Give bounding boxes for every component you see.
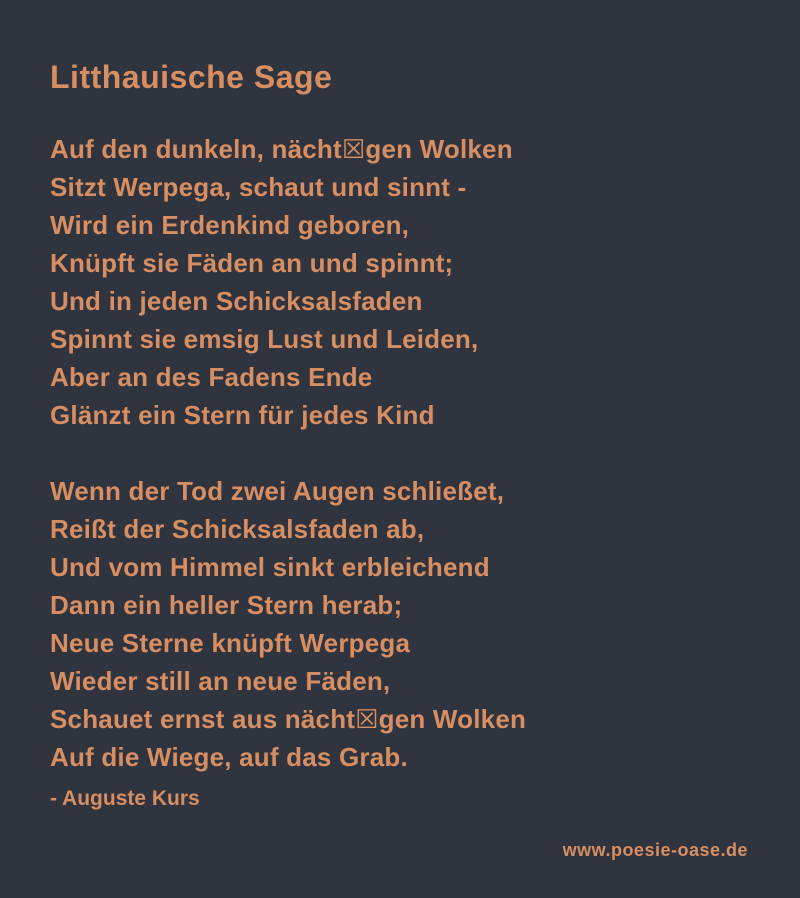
poem-line: Auf die Wiege, auf das Grab. (50, 742, 408, 772)
stanza-1 (50, 130, 748, 434)
stanza-2 (50, 472, 748, 776)
poem-line: Wenn der Tod zwei Augen schließet, (50, 476, 505, 506)
poem-line: Und vom Himmel sinkt erbleichend (50, 552, 490, 582)
poem-line: Wird ein Erdenkind geboren, (50, 210, 410, 240)
poem-line: Reißt der Schicksalsfaden ab, (50, 514, 425, 544)
poem-line: Auf den dunkeln, nächt☒gen Wolken (50, 134, 513, 164)
poem-line: Spinnt sie emsig Lust und Leiden, (50, 324, 479, 354)
poem-line: Neue Sterne knüpft Werpega (50, 628, 411, 658)
poem-line: Knüpft sie Fäden an und spinnt; (50, 248, 454, 278)
poem-line: Schauet ernst aus nächt☒gen Wolken (50, 704, 527, 734)
poem-line: Und in jeden Schicksalsfaden (50, 286, 423, 316)
poem-title: Litthauische Sage (50, 59, 333, 95)
poem-author: - Auguste Kurs (50, 787, 200, 810)
website-watermark: www.poesie-oase.de (562, 840, 748, 860)
poem-line: Glänzt ein Stern für jedes Kind (50, 400, 435, 430)
poem-line: Sitzt Werpega, schaut und sinnt - (50, 172, 467, 202)
poem-line: Aber an des Fadens Ende (50, 362, 373, 392)
poem-line: Wieder still an neue Fäden, (50, 666, 391, 696)
poem-line: Dann ein heller Stern herab; (50, 590, 403, 620)
